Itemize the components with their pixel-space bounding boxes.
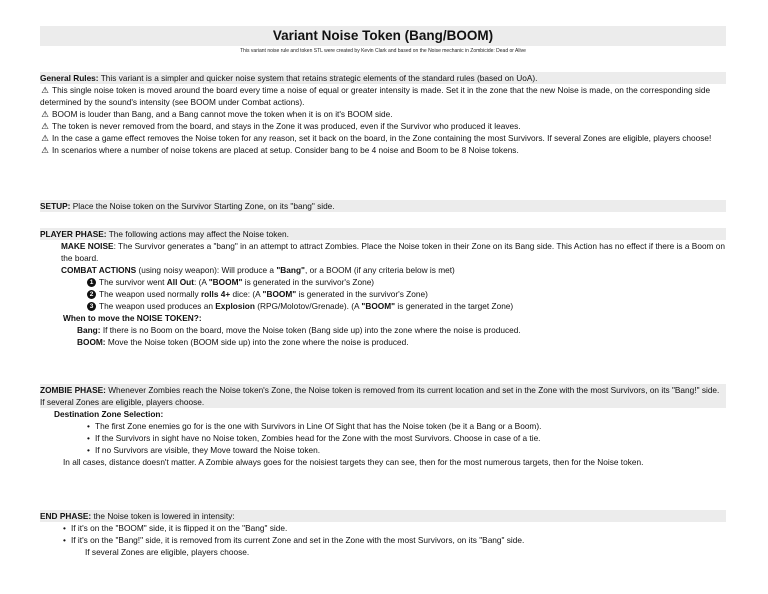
player-phase-section [40,228,726,348]
warning-triangle-icon: ⚠ [41,121,49,131]
combat-criterion: 1 The survivor went All Out: (A "BOOM" is generated in the survivor's Zone) [40,276,726,288]
warning-triangle-icon: ⚠ [41,109,49,119]
destination-zone-heading: Destination Zone Selection: [54,409,164,419]
zombie-phase-heading: ZOMBIE PHASE: Whenever Zombies reach the Noise token's Zone, the Noise token is removed from its current location and set in the Zone with the most Survivors, on its "Bang!" side. If several Zones are eligible, players choose. [40,384,726,408]
general-rules-heading: General Rules: This variant is a simpler and quicker noise system that retains strategic elements of the standard rules (based on UoA). [40,72,726,84]
number-3-icon: 3 [87,302,96,311]
warning-triangle-icon: ⚠ [41,85,49,95]
general-rule-item: ⚠ The token is never removed from the board, and stays in the Zone it was produced, even if the Survivor who produced it leaves. [41,121,521,131]
general-rules-section [40,72,726,156]
end-phase-section [40,510,726,558]
number-1-icon: 1 [87,278,96,287]
general-rule-item: ⚠ In scenarios where a number of noise tokens are placed at setup. Consider bang to be 4 noise and Boom to be 8 Noise tokens. [41,145,519,155]
player-phase-heading: PLAYER PHASE: The following actions may affect the Noise token. [40,228,726,240]
boom-rule: BOOM: Move the Noise token (BOOM side up) into the zone where the noise is produced. [77,337,409,347]
end-tail: If several Zones are eligible, players choose. [85,547,250,557]
combat-criterion: 3 The weapon used produces an Explosion (RPG/Molotov/Grenade). (A "BOOM" is generated in the target Zone) [40,300,726,312]
end-phase-heading: END PHASE: the Noise token is lowered in intensity: [40,510,726,522]
zombie-bullet: • If no Survivors are visible, they Move toward the Noise token. [87,445,321,455]
make-noise-rule: MAKE NOISE: The Survivor generates a "bang" in an attempt to attract Zombies. Place the Noise token in their Zone on its Bang side. This Action has no effect if there is a Boom on the board. [61,241,726,263]
zombie-bullet: • If the Survivors in sight have no Noise token, Zombies head for the Zone with the most Survivors. Choose in case of a tie. [87,433,541,443]
warning-triangle-icon: ⚠ [41,145,49,155]
zombie-phase-section [40,384,726,468]
general-rule-item: ⚠ BOOM is louder than Bang, and a Bang cannot move the token when it is on it's BOOM side. [41,109,393,119]
number-2-icon: 2 [87,290,96,299]
bang-rule: Bang: If there is no Boom on the board, move the Noise token (Bang side up) into the zone where the noise is produced. [77,325,521,335]
combat-actions-rule: COMBAT ACTIONS (using noisy weapon): Will produce a "Bang", or a BOOM (if any criteria below is met) [61,265,455,275]
general-rule-item: ⚠ In the case a game effect removes the Noise token for any reason, set it back on the board, in the Zone containing the most Survivors. If several Zones are eligible, players choose! [41,133,712,143]
general-rule-item: ⚠ This single noise token is moved around the board every time a noise of equal or greater intensity is made. Set it in the zone that the new Noise is made, on the corresponding side determined by the sound's intensity (see BOOM under Combat actions). [40,85,711,107]
setup-section [40,200,726,212]
zombie-bullet: • The first Zone enemies go for is the one with Survivors in Line Of Sight that has the Noise token (be it a Bang or a Boom). [87,421,542,431]
document-title: Variant Noise Token (Bang/BOOM) [40,26,726,46]
end-bullet: • If it's on the "Bang!" side, it is removed from its current Zone and set in the Zone with the most Survivors, on its "Bang" side. [63,535,525,545]
combat-criterion: 2 The weapon used normally rolls 4+ dice: (A "BOOM" is generated in the survivor's Zone) [40,288,726,300]
when-to-move-heading: When to move the NOISE TOKEN?: [63,313,202,323]
document-subtitle: This variant noise rule and token STL were created by Kevin Clark and based on the Noise mechanic in Zombicide: Dead or Alive [240,48,526,54]
setup-line: SETUP: Place the Noise token on the Survivor Starting Zone, on its "bang" side. [40,200,726,212]
warning-triangle-icon: ⚠ [41,133,49,143]
end-bullet: • If it's on the "BOOM" side, it is flipped it on the "Bang" side. [63,523,288,533]
zombie-note: In all cases, distance doesn't matter. A Zombie always goes for the noisiest targets they can see, then for the most numerous targets, then for the Noise token. [63,457,644,467]
